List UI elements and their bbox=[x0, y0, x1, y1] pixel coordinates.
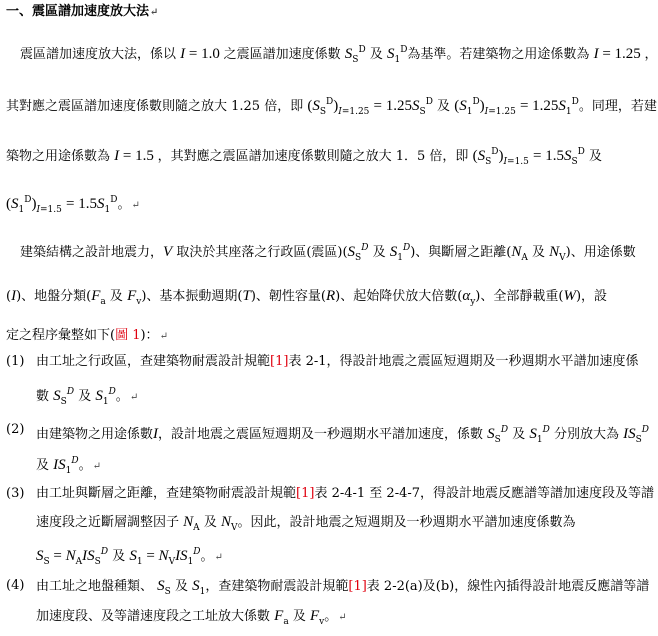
section-heading: 一、震區譜加速度放大法↵ bbox=[6, 4, 159, 19]
figure-reference-link[interactable]: 圖 1 bbox=[115, 328, 141, 343]
paragraph-1-line-1: 震區譜加速度放大法，係以 I = 1.0 之震區譜加速度係數 $S_S^D$ 及 $S_1^D$為基準。若建築物之用途係數為 I = 1.25 ， bbox=[20, 45, 658, 65]
step-3-line-3: $S_S = N_AIS_S^D$ 及 $S_1 = N_VIS_1^D$。↵ bbox=[36, 547, 223, 567]
paragraph-1-line-4: $(S_1^D)_{I=1.5} = 1.5S_1^D$。↵ bbox=[6, 195, 140, 215]
step-3-line-2: 速度段之近斷層調整因子 $N_A$ 及 $N_V$。因此，設計地震之短週期及一秒週期水平譜加速度係數為 bbox=[36, 514, 576, 533]
step-2-line-2: 及 $IS_1^D$。↵ bbox=[36, 456, 102, 476]
step-1-line-2: 數 $S_S^D$ 及 $S_1^D$。↵ bbox=[36, 387, 139, 407]
step-4-line-2: 加速度段、及等譜速度段之工址放大係數 $F_a$ 及 $F_v$。↵ bbox=[36, 608, 347, 627]
paragraph-1-line-2: 其對應之震區譜加速度係數則隨之放大 1.25 倍，即 $(S_S^D)_{I=1.25} = 1.25S_S^D$ 及 $(S_1^D)_{I=1.25} = 1.25S_1^D$。同理，若建 bbox=[6, 97, 657, 117]
paragraph-1-line-3: 築物之用途係數為 I = 1.5 ，其對應之震區譜加速度係數則隨之放大 1．5 倍，即 $(S_S^D)_{I=1.5} = 1.5S_S^D$ 及 bbox=[6, 147, 603, 167]
document-page: 一、震區譜加速度放大法↵ 震區譜加速度放大法，係以 I = 1.0 之震區譜加速度係數 $S_S^D$ 及 $S_1^D$為基準。若建築物之用途係數為 I = 1.25 ， 其對應之震區譜加速度係數則隨之放大 1.25 倍，即 $(S_S^D)_{I=1.25} = 1.25S_S^D$ 及 $(S_1^D)_{I=1.25} = 1.25S_1^D$。同理，若建 築物之用途係數為 I = 1.5 ，其對應之震區譜加速度係數則隨之放大 1．5 倍，即 $(S_S^D)_{I=1.5} = 1.5S_S^D$ 及 $(S_1^D)_{I=1.5} = 1.5S_1^D$。↵ 建築結構之設計地震力，V 取決於其座落之行政區(震區)($S_S^D$ 及 $S_1^D$)、與斷層之距離($N_A$ 及 $N_V$)、用途係數 (I)、地盤分類($F_a$ 及 $F_v$)、基本振動週期(T)、韌性容量(R)、起始降伏放大倍數$(\alpha_y)$、全部靜載重(W)，設 定之程序彙整如下(圖 1)：↵ (1) 由工址之行政區，查建築物耐震設計規範[1]表 2-1，得設計地震之震區短週期及一秒週期水平譜加速度係 數 $S_S^D$ 及 $S_1^D$。↵ (2) 由建築物之用途係數I，設計地震之震區短週期及一秒週期水平譜加速度，係數 $S_S^D$ 及 $S_1^D$ 分別放大為 $IS_S^D$ 及 $IS_1^D$。↵ (3) 由工址與斷層之距離，查建築物耐震設計規範[1]表 2-4-1 至 2-4-7，得設計地震反應譜等譜加速度段及等譜 速度段之近斷層調整因子 $N_A$ 及 $N_V$。因此，設計地震之短週期及一秒週期水平譜加速度係數為 $S_S = N_AIS_S^D$ 及 $S_1 = N_VIS_1^D$。↵ (4) 由工址之地盤種類、 $S_S$ 及 $S_1$，查建築物耐震設計規範[1]表 2-2(a)及(b)，線性內插得設計地震反應譜等譜 加速度段、及等譜速度段之工址放大係數 $F_a$ 及 $F_v$。↵ bbox=[0, 0, 655, 636]
reference-link-4[interactable]: [1] bbox=[348, 579, 367, 594]
paragraph-2-line-2: (I)、地盤分類($F_a$ 及 $F_v$)、基本振動週期(T)、韌性容量(R)、起始降伏放大倍數$(\alpha_y)$、全部靜載重(W)，設 bbox=[6, 288, 608, 307]
reference-link-3[interactable]: [1] bbox=[296, 486, 315, 501]
reference-link-1[interactable]: [1] bbox=[270, 354, 289, 369]
paragraph-2-line-3: 定之程序彙整如下(圖 1)：↵ bbox=[6, 328, 168, 343]
paragraph-2-line-1: 建築結構之設計地震力，V 取決於其座落之行政區(震區)($S_S^D$ 及 $S_1^D$)、與斷層之距離($N_A$ 及 $N_V$)、用途係數 bbox=[20, 243, 636, 263]
